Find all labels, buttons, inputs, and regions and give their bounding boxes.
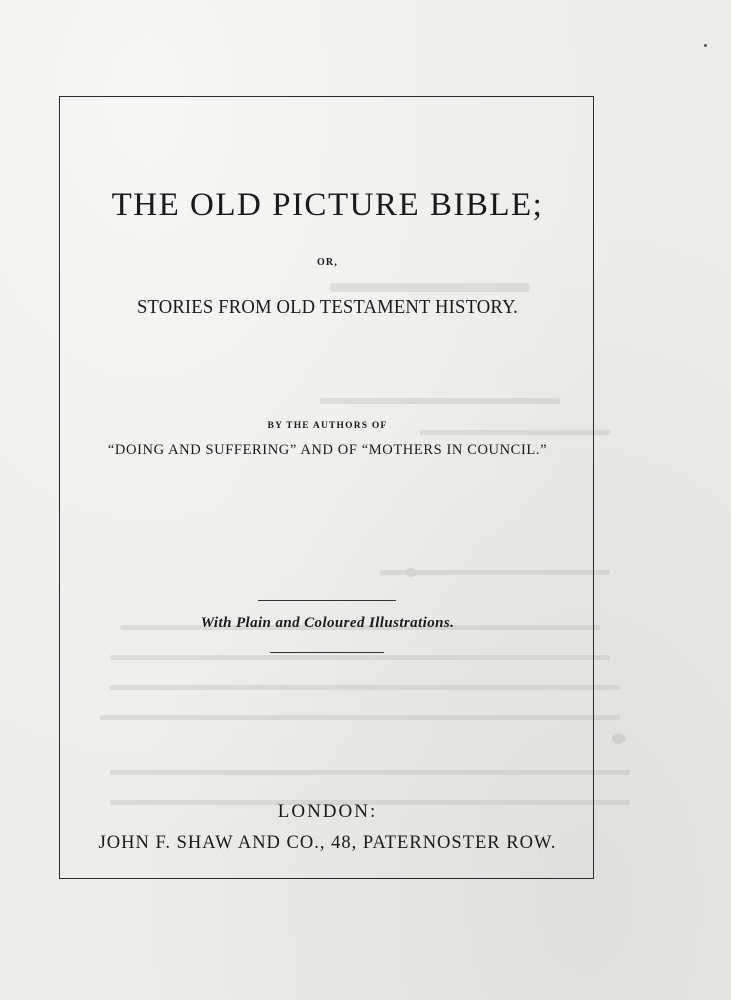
- author-works: “DOING AND SUFFERING” AND OF “MOTHERS IN COUNCIL.”: [107, 442, 548, 458]
- ink-speck: [704, 44, 707, 47]
- imprint-place: LONDON:: [277, 801, 378, 822]
- imprint-publisher: JOHN F. SHAW AND CO., 48, PATERNOSTER ROW.: [98, 833, 557, 853]
- book-subtitle: STORIES FROM OLD TESTAMENT HISTORY.: [136, 296, 519, 318]
- illustrations-note: With Plain and Coloured Illustrations.: [200, 615, 455, 631]
- title-border-frame: [59, 96, 594, 879]
- divider-rule-top: [258, 600, 396, 601]
- ink-speck: [612, 734, 626, 744]
- author-byline: BY THE AUTHORS OF: [267, 421, 388, 431]
- or-connector: OR,: [316, 257, 339, 268]
- book-title: THE OLD PICTURE BIBLE;: [111, 187, 544, 223]
- divider-rule-bottom: [270, 652, 384, 653]
